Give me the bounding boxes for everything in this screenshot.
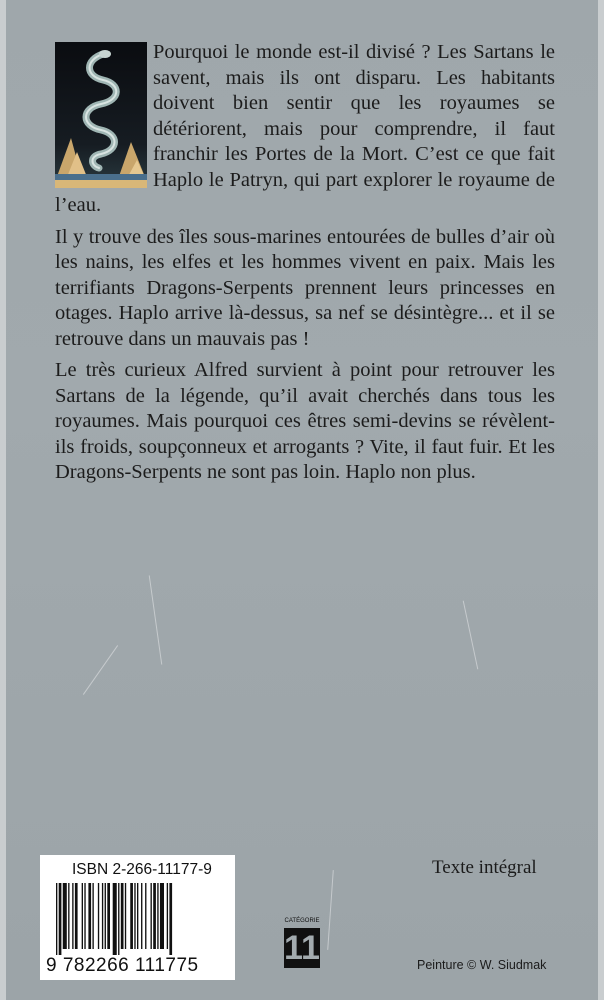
barcode-bar — [167, 883, 168, 949]
barcode-bar — [75, 883, 78, 949]
barcode-bar — [56, 883, 57, 955]
crease-line — [149, 575, 163, 664]
barcode-bar — [134, 883, 135, 949]
barcode-panel — [40, 855, 235, 980]
barcode-bar — [118, 883, 119, 955]
barcode-bar — [157, 883, 158, 949]
barcode-bar — [125, 883, 126, 949]
categorie-label: CATÉGORIE — [284, 918, 320, 924]
cover-edge-left — [0, 0, 6, 1000]
barcode-bar — [92, 883, 93, 949]
blurb-paragraph-2: Il y trouve des îles sous-marines entourées de bulles d’air où les nains, les elfes et les hommes vivent en paix. Mais les terrifiants Dragons-Serpents prennent leurs princesses en otages. Haplo arrive là-dessus, sa nef se désintègre... et il se retrouve dans un mauvais pas ! — [55, 225, 555, 350]
barcode-bar — [151, 883, 152, 949]
barcode-bar — [68, 883, 69, 949]
crease-line — [83, 645, 118, 695]
crease-line — [463, 601, 479, 670]
cover-edge-right — [598, 0, 604, 1000]
barcode-bar — [113, 883, 117, 955]
barcode-bar — [98, 883, 99, 949]
barcode-bar — [63, 883, 67, 949]
barcode-bar — [107, 883, 110, 949]
barcode-bar — [84, 883, 85, 949]
barcode-bar — [82, 883, 83, 949]
barcode-bar — [145, 883, 146, 949]
categorie-number-badge: 11 — [284, 929, 320, 967]
barcode-bar — [169, 883, 172, 955]
blurb-text — [55, 40, 555, 492]
barcode-bar — [105, 883, 106, 949]
barcode-bar — [141, 883, 142, 949]
barcode-bar — [137, 883, 138, 949]
painting-credit: Peinture © W. Siudmak — [417, 958, 547, 972]
barcode-bar — [88, 883, 91, 949]
barcode-bar — [153, 883, 156, 949]
blurb-paragraph-1: Pourquoi le monde est-il divisé ? Les Sartans le savent, mais ils ont disparu. Les habitants doivent bien sentir que les royaumes se détériorent, mais pour comprendre, il faut franchir les Portes de la Mort. C’est ce que fait Haplo le Patryn, qui part explorer le royaume de l’eau. — [55, 41, 555, 216]
barcode-bar — [72, 883, 73, 949]
barcode-bar — [59, 883, 62, 955]
barcode-bar — [160, 883, 164, 949]
isbn-number: ISBN 2-266-11177-9 — [72, 861, 212, 878]
barcode-bar — [130, 883, 133, 949]
barcode-bars-icon — [56, 883, 226, 955]
ean-number: 9 782266 111775 — [46, 955, 199, 976]
crease-line — [327, 870, 334, 950]
barcode-bar — [121, 883, 124, 949]
blurb-paragraph-3: Le très curieux Alfred survient à point pour retrouver les Sartans de la légende, qu’il avait cherchés dans tous les royaumes. Mais pourquoi ces êtres semi-devins se révèlent-ils froids, soupçonneux et arrogants ? Vite, il faut fuir. Et les Dragons-Serpents ne sont pas loin. Haplo non plus. — [55, 359, 555, 483]
texte-integral-label: Texte intégral — [432, 857, 537, 878]
barcode-bar — [102, 883, 103, 949]
